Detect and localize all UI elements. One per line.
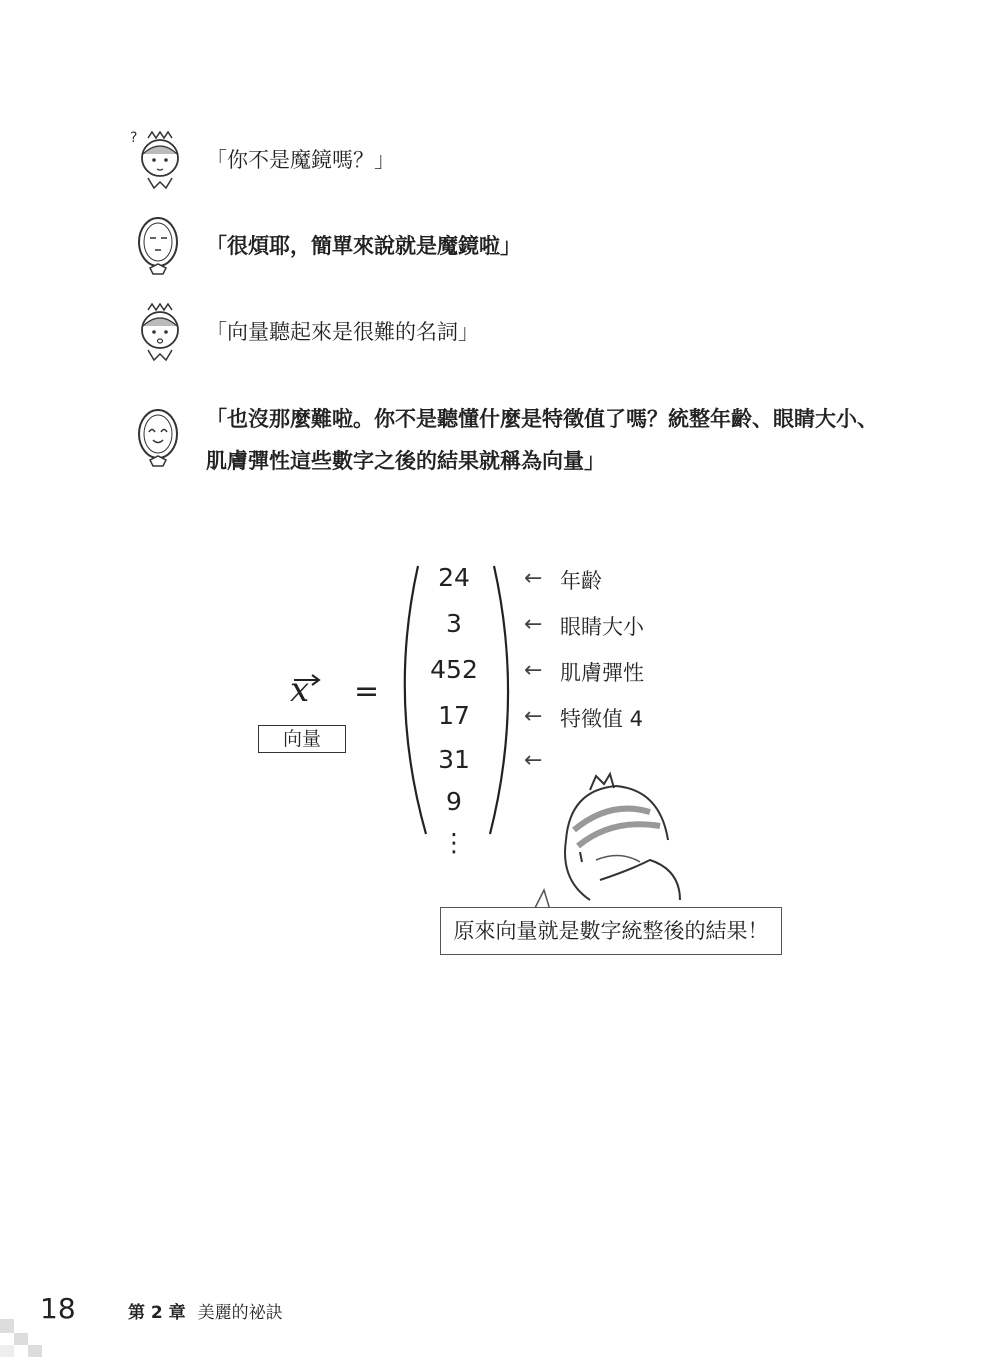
vector-value: 31 <box>438 745 470 774</box>
girl-illustration-icon <box>565 774 680 900</box>
chapter-number: 第 2 章 <box>128 1303 186 1323</box>
vector-value: 9 <box>446 787 462 816</box>
dialog-text: 「向量聽起來是很難的名詞」 <box>206 320 479 344</box>
left-arrow-icon: ← <box>524 658 543 683</box>
left-parenthesis <box>405 566 426 834</box>
left-arrow-icon: ← <box>524 566 543 591</box>
feature-label: 年齡 <box>560 569 602 593</box>
mirror-avatar-icon <box>130 406 186 470</box>
dialog-text: 「很煩耶，簡單來說就是魔鏡啦」 <box>206 234 521 258</box>
vector-value: 452 <box>430 655 478 684</box>
equals-sign: = <box>354 674 380 709</box>
dialog-text: 「你不是魔鏡嗎？」 <box>206 148 395 172</box>
dialog-text: 「也沒那麼難啦。你不是聽懂什麼是特徵值了嗎？統整年齡、眼睛大小、肌膚彈性這些數字之後的結果就稱為向量」 <box>206 407 878 473</box>
mirror-avatar-icon <box>130 214 186 278</box>
speech-bubble: 原來向量就是數字統整後的結果！ <box>440 907 782 955</box>
vector-label: 向量 <box>258 725 346 753</box>
page-number: 18 <box>40 1292 76 1325</box>
feature-label: 特徵值 4 <box>560 707 644 731</box>
left-arrow-icon: ← <box>524 748 543 773</box>
girl-avatar-icon <box>130 128 186 192</box>
vector-value: 24 <box>438 563 470 592</box>
vector-value: ⋮ <box>441 828 467 857</box>
left-arrow-icon: ← <box>524 704 543 729</box>
right-parenthesis <box>490 566 508 834</box>
feature-label: 肌膚彈性 <box>560 661 644 685</box>
vector-symbol: x <box>290 670 310 710</box>
vector-value: 17 <box>438 701 470 730</box>
feature-label: 眼睛大小 <box>560 615 644 639</box>
chapter-info <box>128 1298 283 1323</box>
girl-avatar-icon <box>130 300 186 364</box>
svg-text:?: ? <box>130 130 138 146</box>
chapter-title: 美麗的祕訣 <box>197 1303 283 1323</box>
left-arrow-icon: ← <box>524 612 543 637</box>
vector-value: 3 <box>446 609 462 638</box>
